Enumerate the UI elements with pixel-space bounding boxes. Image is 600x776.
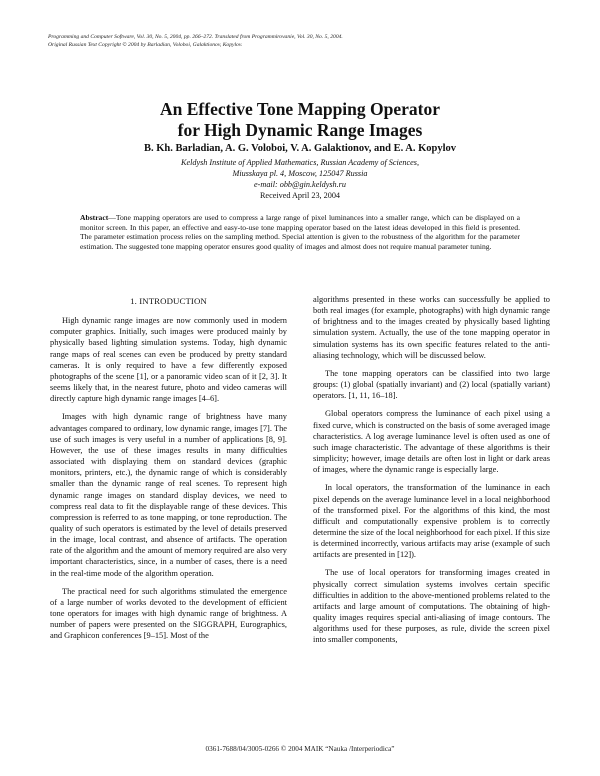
abstract-text: —Tone mapping operators are used to compress a large range of pixel luminances into a smaller range, which can be displayed on a monitor screen. In this paper, an effective and easy-to-use tone mapping operator based on the latest ideas developed in this field is presented. The parameter estimation process relies on the sampling method. Special attention is given to the robustness of the algorithm for the parameter estimation. The suggested tone mapping operator ensures good quality of images and almost does not require manual parameter tuning. [80, 213, 520, 251]
affiliation [60, 158, 540, 190]
author-list: B. Kh. Barladian, A. G. Voloboi, V. A. Galaktionov, and E. A. Kopylov [143, 143, 457, 154]
affiliation-institute: Keldysh Institute of Applied Mathematics, Russian Academy of Sciences, [181, 158, 419, 167]
left-column [50, 296, 287, 642]
right-column [313, 294, 550, 646]
paragraph: The tone mapping operators can be classified into two large groups: (1) global (spatially invariant) and (2) local (spatially variant) operators. [1, 11, 16–18]. [313, 368, 550, 401]
paragraph: In local operators, the transformation of the luminance in each pixel depends on the average luminance level in a local neighborhood of the transformed pixel. For the algorithms of this kind, the most difficult and computationally expensive problem is to correctly determine the size of the local neighborhood for each pixel. If this size is determined incorrectly, various artifacts may arise (example of such artifacts are presented in [12]). [313, 483, 550, 560]
paragraph: High dynamic range images are now commonly used in modern computer graphics. Initially, such images were produced mainly by physically based lighting simulation systems. Today, high dynamic range maps of real scenes can even be produced by pretty standard cameras. It is only required to have a few differently exposed photographs of the scene [1], or a panoramic video scan of it [2, 3]. It seems likely that, in the nearest future, photo and video cameras will directly capture high dynamic range images [4–6]. [50, 316, 287, 404]
received-date: Received April 23, 2004 [259, 191, 341, 200]
paragraph: algorithms presented in these works can successfully be applied to both real images (for example, photographs) with high dynamic range of brightness and to the images created by physically based lighting simulation system. Actually, the use of the tone mapping operator in simulation systems has its own specific features related to the anti-aliasing technology, which will be discussed below. [313, 295, 550, 360]
paragraph: Global operators compress the luminance of each pixel using a fixed curve, which is constructed on the basis of some averaged image characteristics. A log average luminance level is often used as one of such image characteristic. The advantage of these algorithms is their simplicity; however, image details are often lost in light or dark areas of images, where the dynamic range is especially large. [313, 409, 550, 475]
header-copyright: Original Russian Text Copyright © 2004 by Barladian, Voloboi, Galaktionov, Kopylov. [48, 41, 243, 48]
title-line-2: for High Dynamic Range Images [177, 120, 423, 140]
copyright-footer: 0361-7688/04/3005-0266 © 2004 MAIK “Nauka /Interperiodica” [205, 745, 395, 753]
title-line-1: An Effective Tone Mapping Operator [160, 99, 440, 119]
section-heading-introduction: 1. INTRODUCTION [130, 296, 207, 306]
paragraph: The practical need for such algorithms stimulated the emergence of a large number of works devoted to the development of efficient tone operators for images with high dynamic range of brightness. A number of papers were presented on the SIGGRAPH, Eurographics, and Graphicon conferences [9–15]. Most of the [50, 586, 287, 641]
journal-header [48, 34, 568, 49]
affiliation-address: Miusskaya pl. 4, Moscow, 125047 Russia [232, 168, 368, 178]
abstract [80, 213, 520, 251]
header-citation: Programming and Computer Software, Vol. 30, No. 5, 2004, pp. 266–272. Translated from Programmirovanie, Vol. 30, No. 5, 2004. [48, 34, 343, 40]
affiliation-email: e-mail: obb@gin.keldysh.ru [254, 179, 346, 189]
paragraph: Images with high dynamic range of brightness have many advantages compared to ordinary, low dynamic range, images [7]. The use of such images is very useful in a number of applications [8, 9]. However, the use of these images results in many difficulties associated with displaying them on standard devices (graphic monitors, printers, etc.), the dynamic range of which is considerably smaller than the dynamic range of real scenes. To represent high dynamic range images on standard display devices, we need to compress real data to fit the displayable range of these devices. This compression is referred to as tone mapping, or tone reproduction. The quality of such operators is estimated by the level of details preserved in the image, local contrast, and absence of artifacts. The operation rate of the algorithm and the amount of memory required are also very important characteristics, since, in a number of cases, there is a need in the real-time mode of the algorithm operation. [50, 412, 287, 578]
paragraph: The use of local operators for transforming images created in physically correct simulation systems involves certain specific difficulties in addition to the above-mentioned problems related to the artifacts and large amount of computations. The obtaining of high-quality images requires special anti-aliasing of image contours. The algorithms used for these purposes, as rule, divide the screen pixel into smaller components, [313, 568, 550, 645]
abstract-label: Abstract [80, 213, 109, 222]
paper-title [60, 99, 540, 141]
